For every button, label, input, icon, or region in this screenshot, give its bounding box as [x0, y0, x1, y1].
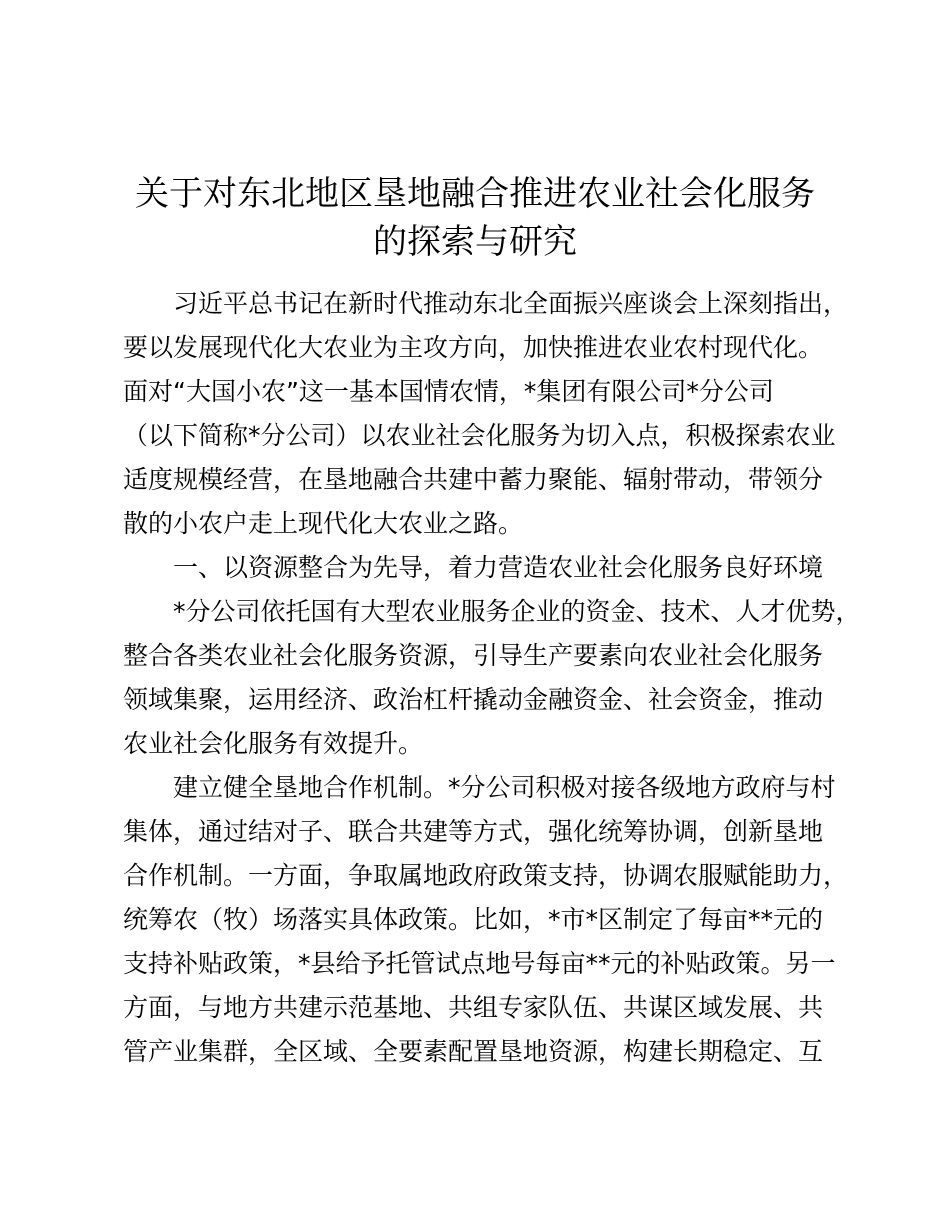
body-line: 整合各类农业社会化服务资源，引导生产要素向农业社会化服务	[123, 641, 824, 670]
body-line: 支持补贴政策，*县给予托管试点地号每亩**元的补贴政策。另一	[123, 949, 836, 978]
body-line: 领域集聚，运用经济、政治杠杆撬动金融资金、社会资金，推动	[123, 685, 824, 714]
body-line: 集体，通过结对子、联合共建等方式，强化统筹协调，创新垦地	[123, 817, 824, 846]
body-line: 面对“大国小农”这一基本国情农情，*集团有限公司*分公司	[123, 377, 774, 406]
body-line: 建立健全垦地合作机制。*分公司积极对接各级地方政府与村	[173, 773, 836, 802]
body-line: 合作机制。一方面，争取属地政府政策支持，协调农服赋能助力，	[123, 861, 849, 890]
body-line: 散的小农户走上现代化大农业之路。	[123, 509, 524, 538]
document-title-line-1: 关于对东北地区垦地融合推进农业社会化服务	[135, 174, 815, 214]
body-line: 适度规模经营，在垦地融合共建中蓄力聚能、辐射带动，带领分	[123, 465, 824, 494]
body-line: （以下简称*分公司）以农业社会化服务为切入点，积极探索农业	[123, 421, 836, 450]
body-line: 习近平总书记在新时代推动东北全面振兴座谈会上深刻指出，	[173, 289, 849, 318]
section-heading: 一、以资源整合为先导，着力营造农业社会化服务良好环境	[173, 553, 824, 582]
body-line: 统筹农（牧）场落实具体政策。比如，*市*区制定了每亩**元的	[123, 905, 824, 934]
body-line: 方面，与地方共建示范基地、共组专家队伍、共谋区域发展、共	[123, 993, 824, 1022]
body-line: 农业社会化服务有效提升。	[123, 729, 424, 758]
body-line: *分公司依托国有大型农业服务企业的资金、技术、人才优势，	[173, 597, 861, 626]
body-line: 管产业集群，全区域、全要素配置垦地资源，构建长期稳定、互	[123, 1037, 824, 1066]
document-title-line-2: 的探索与研究	[373, 222, 577, 262]
body-line: 要以发展现代化大农业为主攻方向，加快推进农业农村现代化。	[123, 333, 824, 362]
